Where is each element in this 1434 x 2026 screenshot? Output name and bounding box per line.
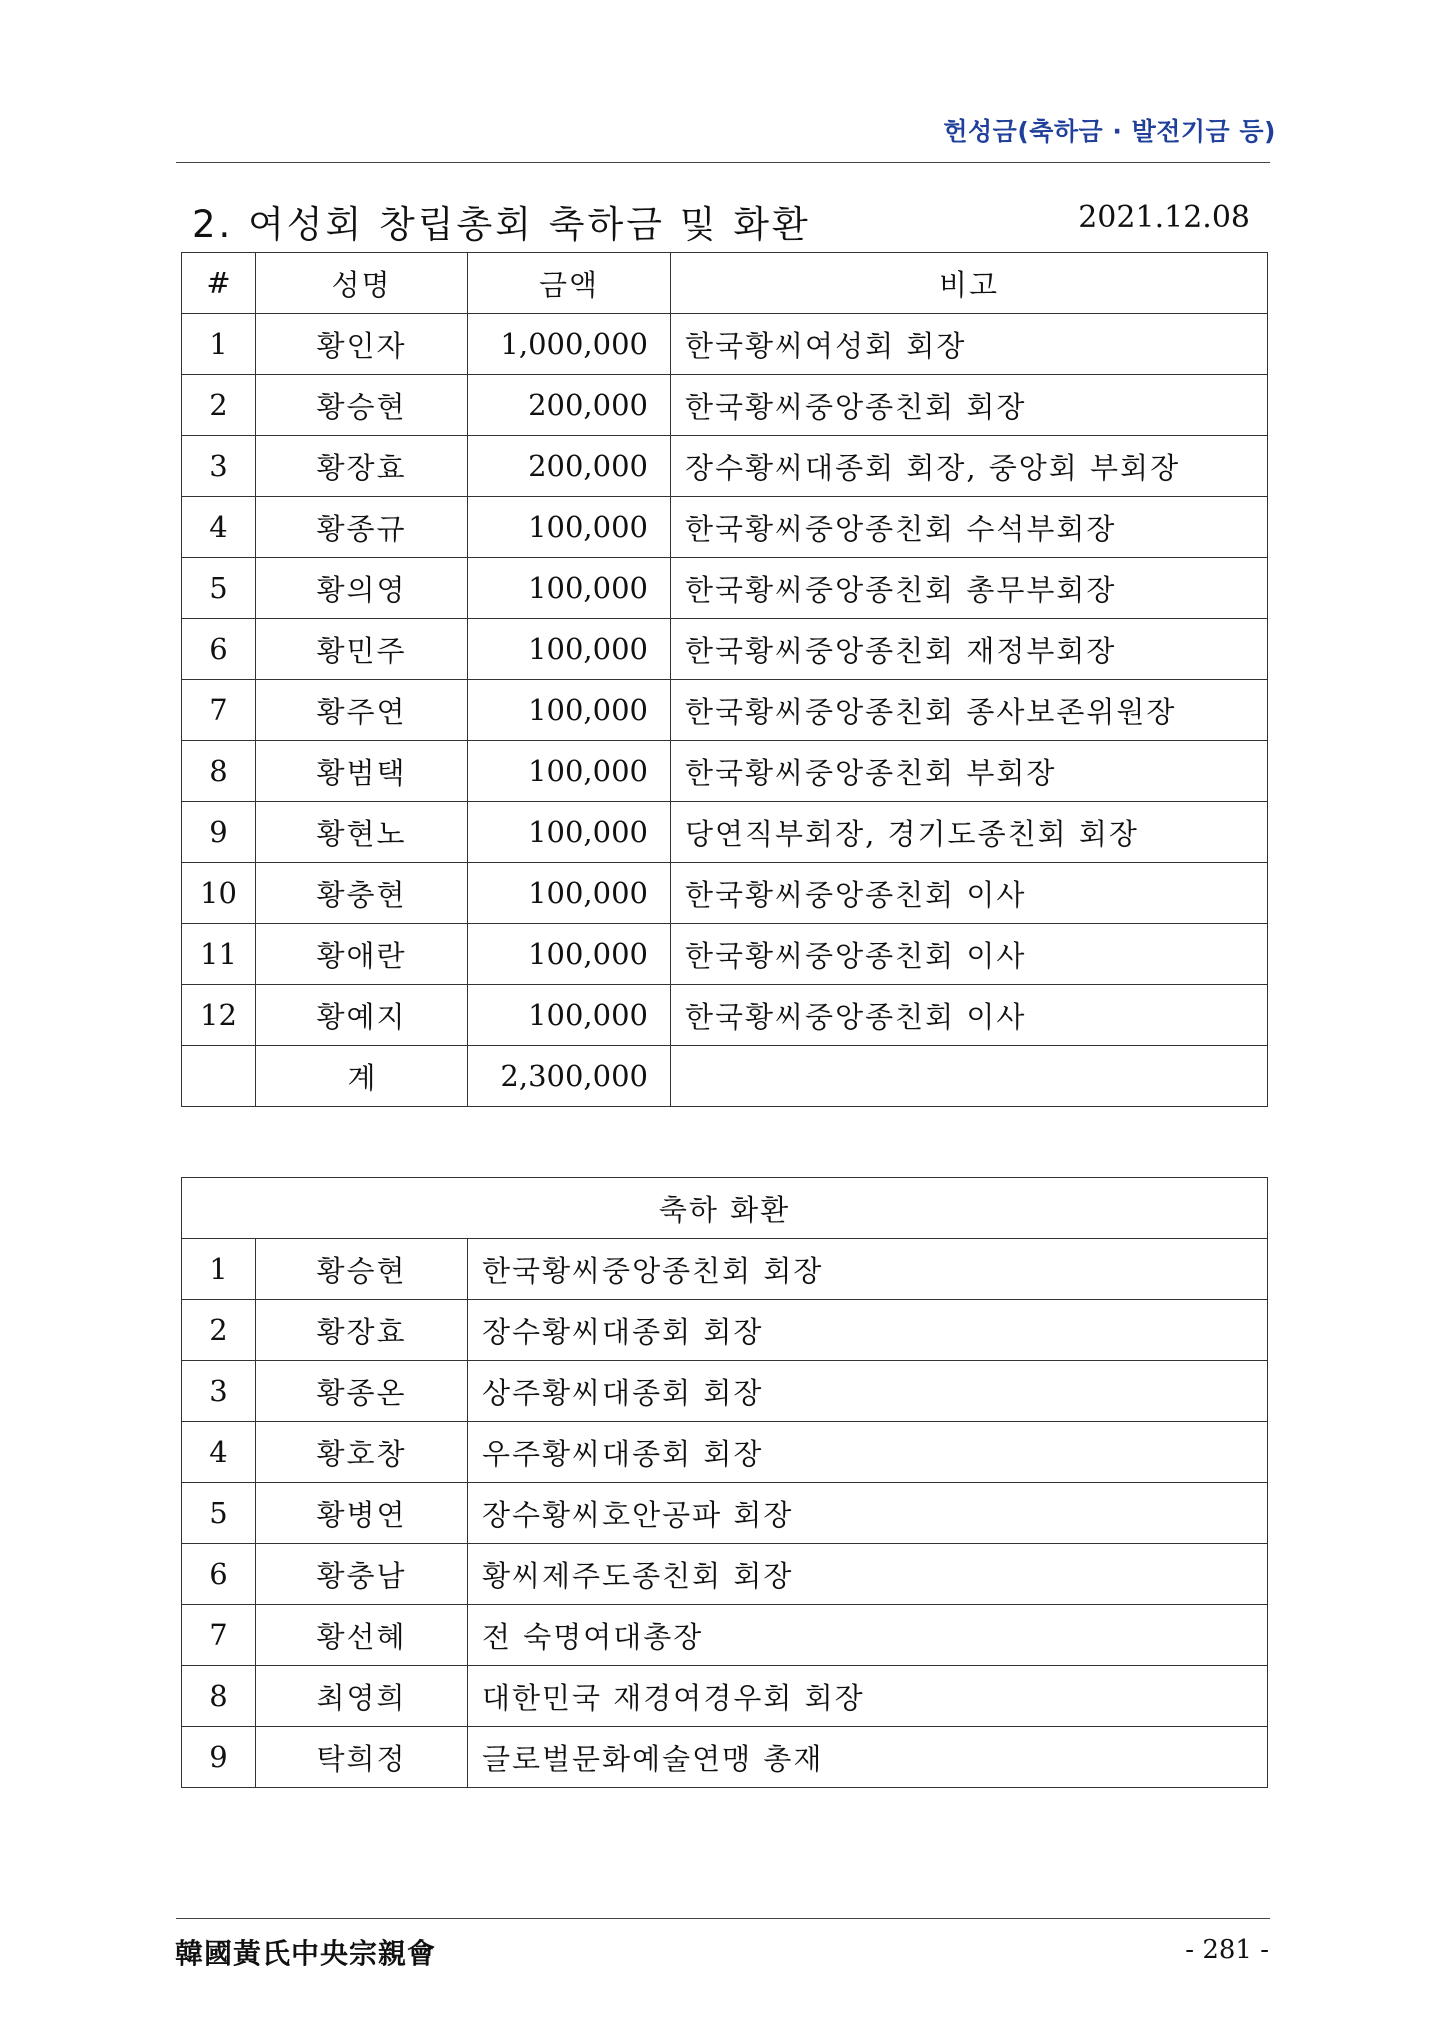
table-row xyxy=(182,1300,1268,1361)
donor-name: 황민주 xyxy=(256,619,468,680)
donation-amount: 100,000 xyxy=(468,741,671,802)
column-header-number: # xyxy=(182,253,256,314)
column-header-amount: 금액 xyxy=(468,253,671,314)
donor-name: 황애란 xyxy=(256,924,468,985)
donor-name: 황장효 xyxy=(256,436,468,497)
donation-amount: 100,000 xyxy=(468,558,671,619)
row-number: 6 xyxy=(182,1544,256,1605)
total-note-cell xyxy=(671,1046,1268,1107)
row-number: 6 xyxy=(182,619,256,680)
row-number: 8 xyxy=(182,1666,256,1727)
total-empty-cell xyxy=(182,1046,256,1107)
table-row xyxy=(182,802,1268,863)
donation-amount: 100,000 xyxy=(468,802,671,863)
table-row xyxy=(182,1544,1268,1605)
donor-name: 황인자 xyxy=(256,314,468,375)
row-number: 2 xyxy=(182,375,256,436)
footer-organization: 韓國黃氏中央宗親會 xyxy=(175,1937,437,1970)
donation-amount: 1,000,000 xyxy=(468,314,671,375)
sender-note: 우주황씨대종회 회장 xyxy=(468,1422,1268,1483)
donor-note: 한국황씨중앙종친회 총무부회장 xyxy=(671,558,1268,619)
donation-amount: 100,000 xyxy=(468,619,671,680)
table-row xyxy=(182,1483,1268,1544)
wreath-table-title: 축하 화환 xyxy=(182,1178,1268,1239)
wreath-table xyxy=(181,1177,1268,1788)
sender-name: 황장효 xyxy=(256,1300,468,1361)
table-row xyxy=(182,741,1268,802)
donor-note: 한국황씨중앙종친회 회장 xyxy=(671,375,1268,436)
row-number: 4 xyxy=(182,1422,256,1483)
sender-note: 상주황씨대종회 회장 xyxy=(468,1361,1268,1422)
page-number: - 281 - xyxy=(1185,1935,1269,1965)
donation-amount: 200,000 xyxy=(468,436,671,497)
row-number: 5 xyxy=(182,1483,256,1544)
row-number: 9 xyxy=(182,802,256,863)
column-header-note: 비고 xyxy=(671,253,1268,314)
sender-name: 황충남 xyxy=(256,1544,468,1605)
donation-table-header xyxy=(182,253,1268,314)
donation-amount: 100,000 xyxy=(468,680,671,741)
donation-table xyxy=(181,252,1268,1107)
table-row xyxy=(182,1361,1268,1422)
donor-note: 당연직부회장, 경기도종친회 회장 xyxy=(671,802,1268,863)
sender-note: 글로벌문화예술연맹 총재 xyxy=(468,1727,1268,1788)
row-number: 4 xyxy=(182,497,256,558)
sender-note: 황씨제주도종친회 회장 xyxy=(468,1544,1268,1605)
donor-note: 한국황씨중앙종친회 이사 xyxy=(671,985,1268,1046)
donor-name: 황종규 xyxy=(256,497,468,558)
donation-amount: 100,000 xyxy=(468,863,671,924)
section-date: 2021.12.08 xyxy=(1078,200,1250,235)
sender-name: 최영희 xyxy=(256,1666,468,1727)
table-row xyxy=(182,1422,1268,1483)
donor-note: 한국황씨중앙종친회 부회장 xyxy=(671,741,1268,802)
total-amount: 2,300,000 xyxy=(468,1046,671,1107)
row-number: 9 xyxy=(182,1727,256,1788)
table-row xyxy=(182,619,1268,680)
sender-name: 황병연 xyxy=(256,1483,468,1544)
row-number: 10 xyxy=(182,863,256,924)
donation-amount: 100,000 xyxy=(468,985,671,1046)
donor-note: 한국황씨중앙종친회 이사 xyxy=(671,863,1268,924)
footer-divider xyxy=(176,1918,1270,1919)
row-number: 1 xyxy=(182,314,256,375)
sender-name: 황종온 xyxy=(256,1361,468,1422)
donor-name: 황승현 xyxy=(256,375,468,436)
total-label: 계 xyxy=(256,1046,468,1107)
wreath-table-header xyxy=(182,1178,1268,1239)
row-number: 1 xyxy=(182,1239,256,1300)
donor-note: 한국황씨중앙종친회 수석부회장 xyxy=(671,497,1268,558)
sender-note: 장수황씨대종회 회장 xyxy=(468,1300,1268,1361)
row-number: 12 xyxy=(182,985,256,1046)
donor-note: 장수황씨대종회 회장, 중앙회 부회장 xyxy=(671,436,1268,497)
sender-name: 탁희정 xyxy=(256,1727,468,1788)
header-divider xyxy=(176,162,1270,163)
table-row xyxy=(182,1239,1268,1300)
donation-amount: 200,000 xyxy=(468,375,671,436)
sender-note: 한국황씨중앙종친회 회장 xyxy=(468,1239,1268,1300)
donor-name: 황현노 xyxy=(256,802,468,863)
table-row xyxy=(182,558,1268,619)
donor-name: 황예지 xyxy=(256,985,468,1046)
row-number: 8 xyxy=(182,741,256,802)
row-number: 7 xyxy=(182,1605,256,1666)
row-number: 3 xyxy=(182,436,256,497)
donation-amount: 100,000 xyxy=(468,924,671,985)
section-title: 2. 여성회 창립총회 축하금 및 화환 xyxy=(192,203,811,246)
sender-name: 황선혜 xyxy=(256,1605,468,1666)
table-row xyxy=(182,985,1268,1046)
table-row xyxy=(182,1727,1268,1788)
donor-note: 한국황씨중앙종친회 종사보존위원장 xyxy=(671,680,1268,741)
sender-name: 황승현 xyxy=(256,1239,468,1300)
row-number: 2 xyxy=(182,1300,256,1361)
donor-note: 한국황씨중앙종친회 재정부회장 xyxy=(671,619,1268,680)
table-row xyxy=(182,375,1268,436)
sender-note: 대한민국 재경여경우회 회장 xyxy=(468,1666,1268,1727)
table-row xyxy=(182,924,1268,985)
table-row xyxy=(182,1666,1268,1727)
table-row xyxy=(182,497,1268,558)
donor-name: 황충현 xyxy=(256,863,468,924)
donor-name: 황의영 xyxy=(256,558,468,619)
row-number: 11 xyxy=(182,924,256,985)
donor-name: 황주연 xyxy=(256,680,468,741)
sender-note: 장수황씨호안공파 회장 xyxy=(468,1483,1268,1544)
table-row xyxy=(182,1605,1268,1666)
table-row xyxy=(182,680,1268,741)
row-number: 3 xyxy=(182,1361,256,1422)
row-number: 7 xyxy=(182,680,256,741)
donor-note: 한국황씨중앙종친회 이사 xyxy=(671,924,1268,985)
donor-name: 황범택 xyxy=(256,741,468,802)
sender-note: 전 숙명여대총장 xyxy=(468,1605,1268,1666)
table-row xyxy=(182,863,1268,924)
donation-amount: 100,000 xyxy=(468,497,671,558)
sender-name: 황호창 xyxy=(256,1422,468,1483)
column-header-name: 성명 xyxy=(256,253,468,314)
donation-total-row xyxy=(182,1046,1268,1107)
row-number: 5 xyxy=(182,558,256,619)
table-row xyxy=(182,436,1268,497)
header-title: 헌성금(축하금 · 발전기금 등) xyxy=(943,117,1276,146)
table-row xyxy=(182,314,1268,375)
donor-note: 한국황씨여성회 회장 xyxy=(671,314,1268,375)
